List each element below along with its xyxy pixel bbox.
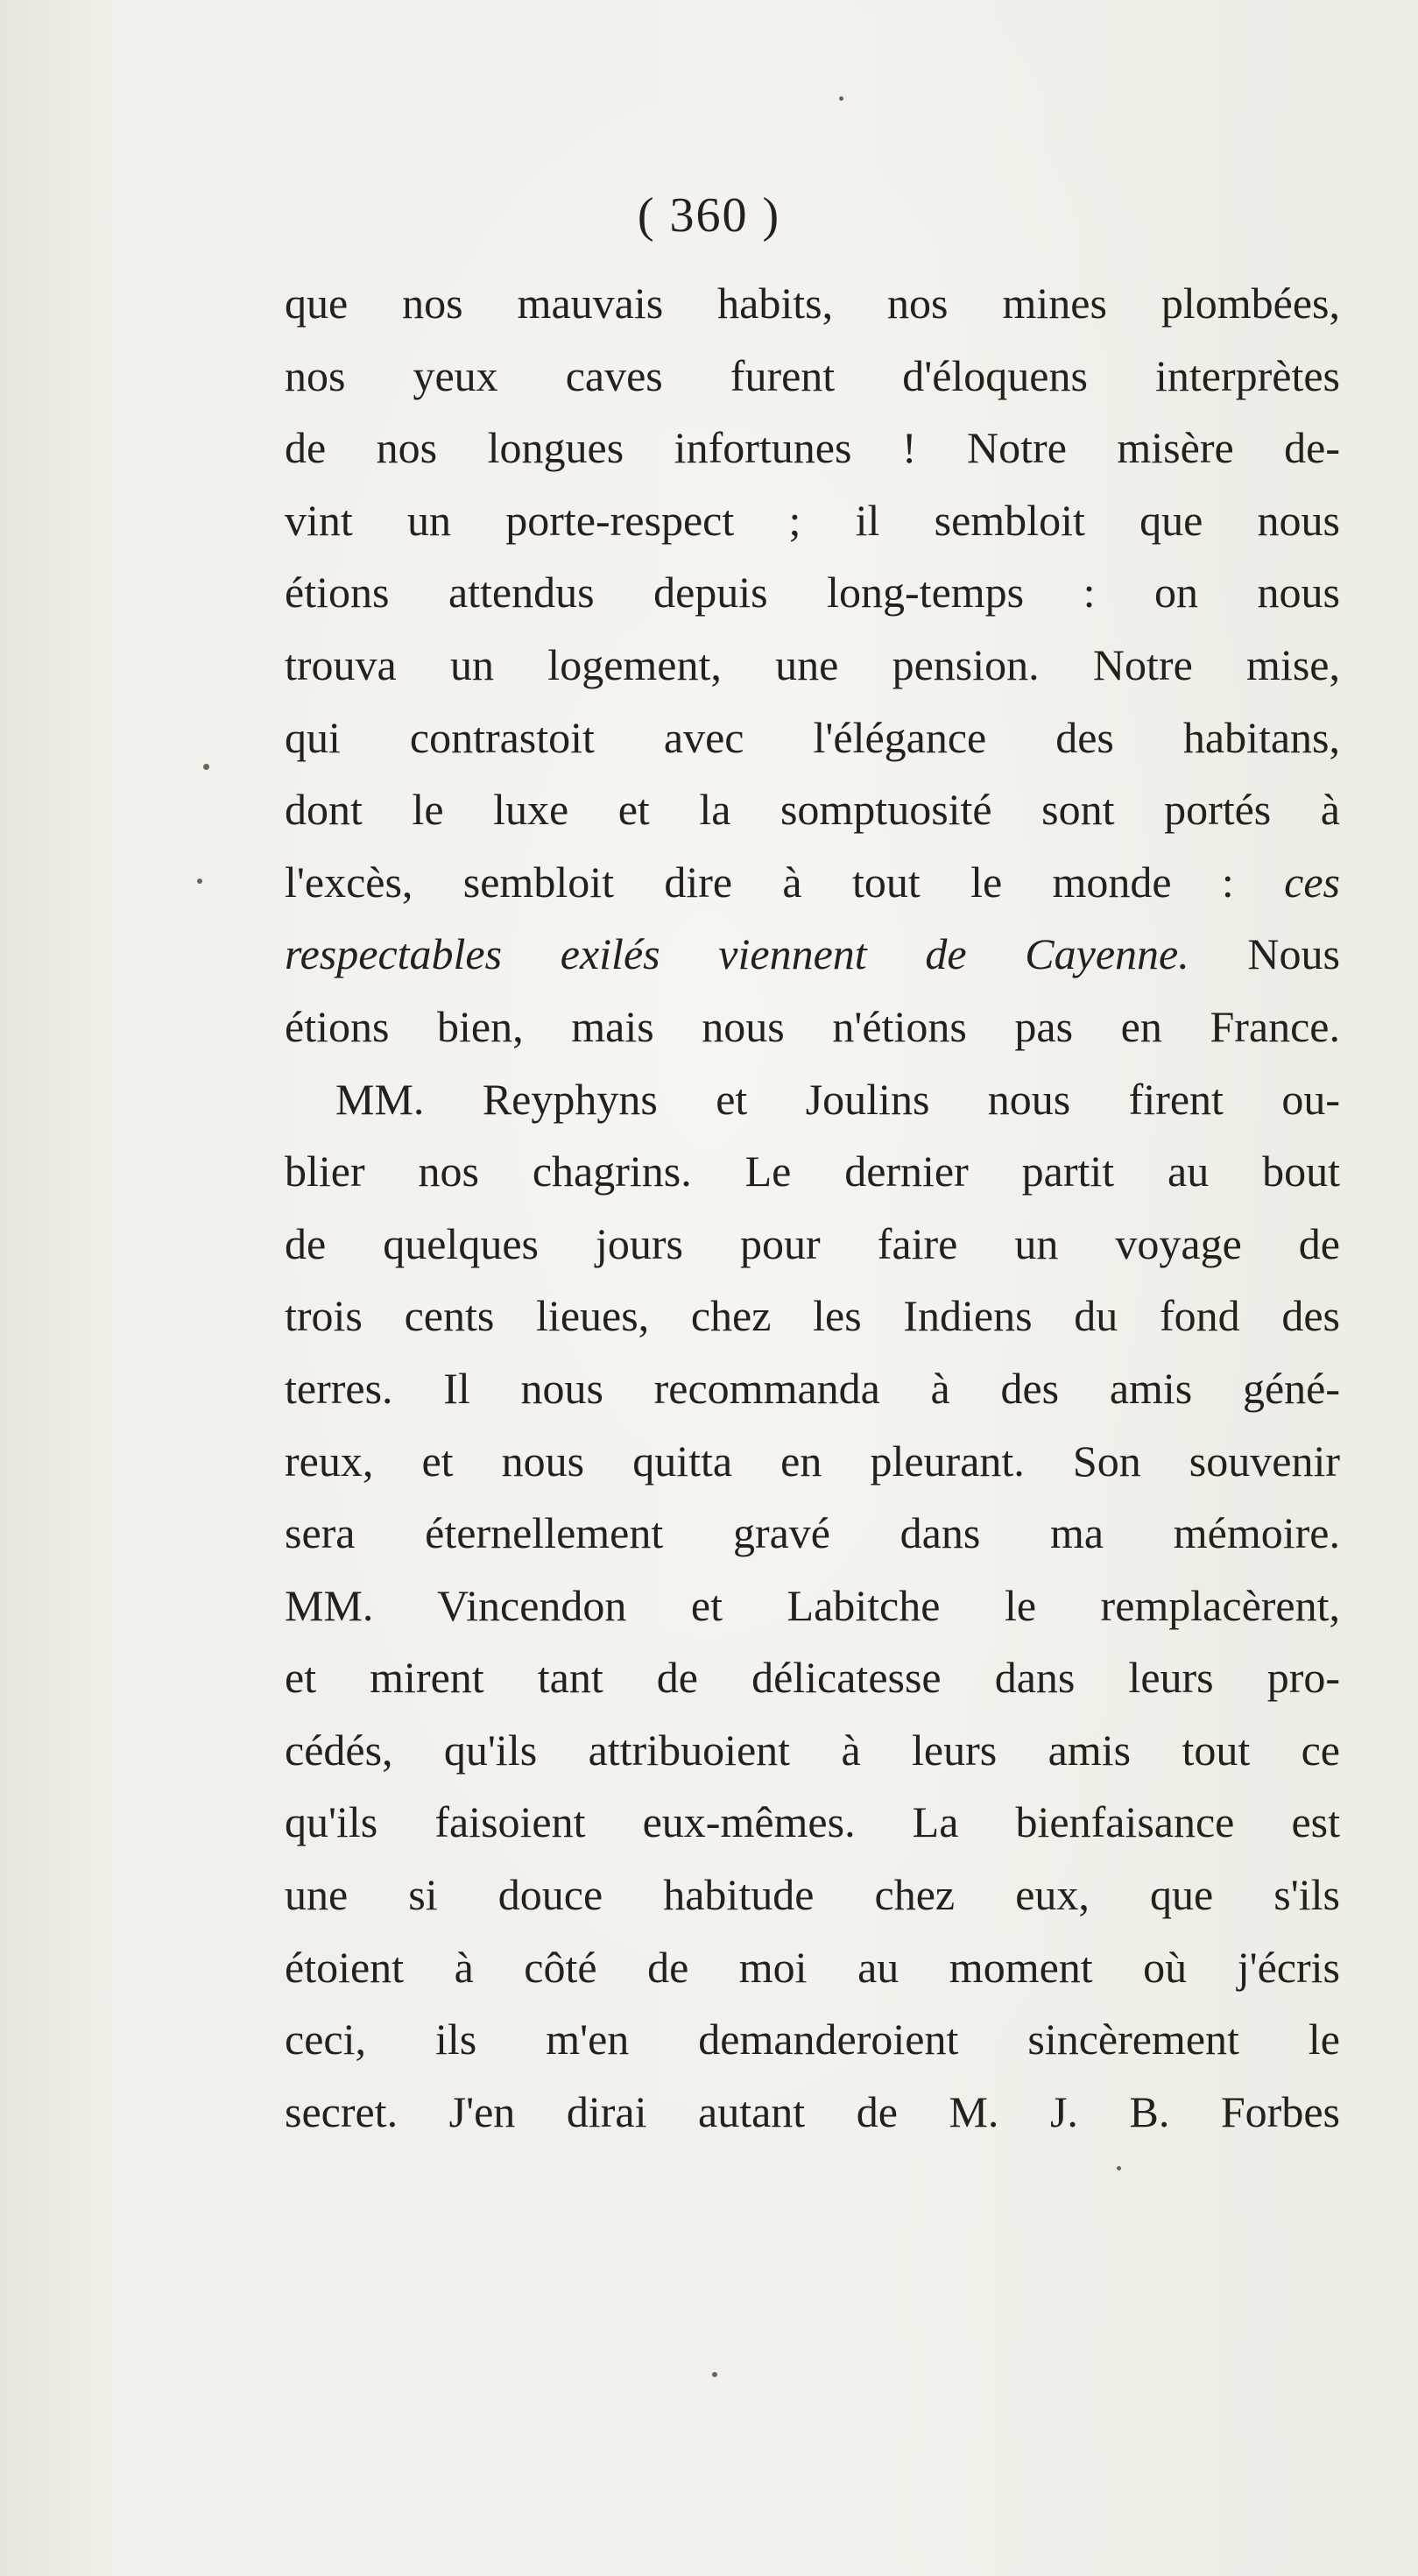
text-line: étions bien, mais nous n'étions pas en France. — [285, 1001, 1340, 1051]
text-line: de nos longues infortunes ! Notre misère de- — [285, 423, 1340, 473]
ink-speck — [839, 96, 843, 101]
ink-speck — [203, 764, 209, 770]
text-line: trois cents lieues, chez les Indiens du fond des — [285, 1291, 1340, 1341]
text-line: que nos mauvais habits, nos mines plombées, — [285, 279, 1340, 328]
text-line: qui contrastoit avec l'élégance des habitans, — [285, 712, 1340, 762]
text-line: blier nos chagrins. Le dernier partit au bout — [285, 1147, 1340, 1196]
text-line: qu'ils faisoient eux-mêmes. La bienfaisance est — [285, 1797, 1340, 1847]
page-number: ( 360 ) — [637, 188, 781, 243]
ink-speck — [1117, 2166, 1121, 2170]
text-line: reux, et nous quitta en pleurant. Son souvenir — [285, 1436, 1340, 1486]
italic-text: ces — [1284, 857, 1340, 907]
text-line: une si douce habitude chez eux, que s'ils — [285, 1870, 1340, 1920]
text-line: nos yeux caves furent d'éloquens interprètes — [285, 350, 1340, 400]
text-line: dont le luxe et la somptuosité sont portés à — [285, 785, 1340, 835]
ink-speck — [712, 2372, 717, 2377]
text-line: terres. Il nous recommanda à des amis géné- — [285, 1363, 1340, 1413]
text-line: ceci, ils m'en demanderoient sincèrement le — [285, 2015, 1340, 2064]
text-line: et mirent tant de délicatesse dans leurs pro- — [285, 1653, 1340, 1703]
text-line: MM. Vincendon et Labitche le remplacèrent, — [285, 1580, 1340, 1630]
text-line: respectables exilés viennent de Cayenne. Nous — [285, 929, 1340, 979]
text-line: l'excès, sembloit dire à tout le monde : ces — [285, 857, 1340, 907]
text-line: de quelques jours pour faire un voyage de — [285, 1218, 1340, 1268]
text-line: étoient à côté de moi au moment où j'écris — [285, 1942, 1340, 1992]
text-line: secret. J'en dirai autant de M. J. B. Forbes — [285, 2086, 1340, 2136]
text-line: étions attendus depuis long-temps : on nous — [285, 568, 1340, 618]
text-line: cédés, qu'ils attribuoient à leurs amis tout ce — [285, 1725, 1340, 1775]
ink-speck — [197, 879, 202, 884]
italic-text: respectables exilés viennent de Cayenne. — [285, 929, 1189, 979]
text-line: sera éternellement gravé dans ma mémoire. — [285, 1508, 1340, 1558]
text-line: vint un porte-respect ; il sembloit que nous — [285, 495, 1340, 545]
body-text — [285, 267, 1340, 2148]
text-line: MM. Reyphyns et Joulins nous firent ou- — [335, 1074, 1340, 1124]
text-line: trouva un logement, une pension. Notre mise, — [285, 639, 1340, 689]
